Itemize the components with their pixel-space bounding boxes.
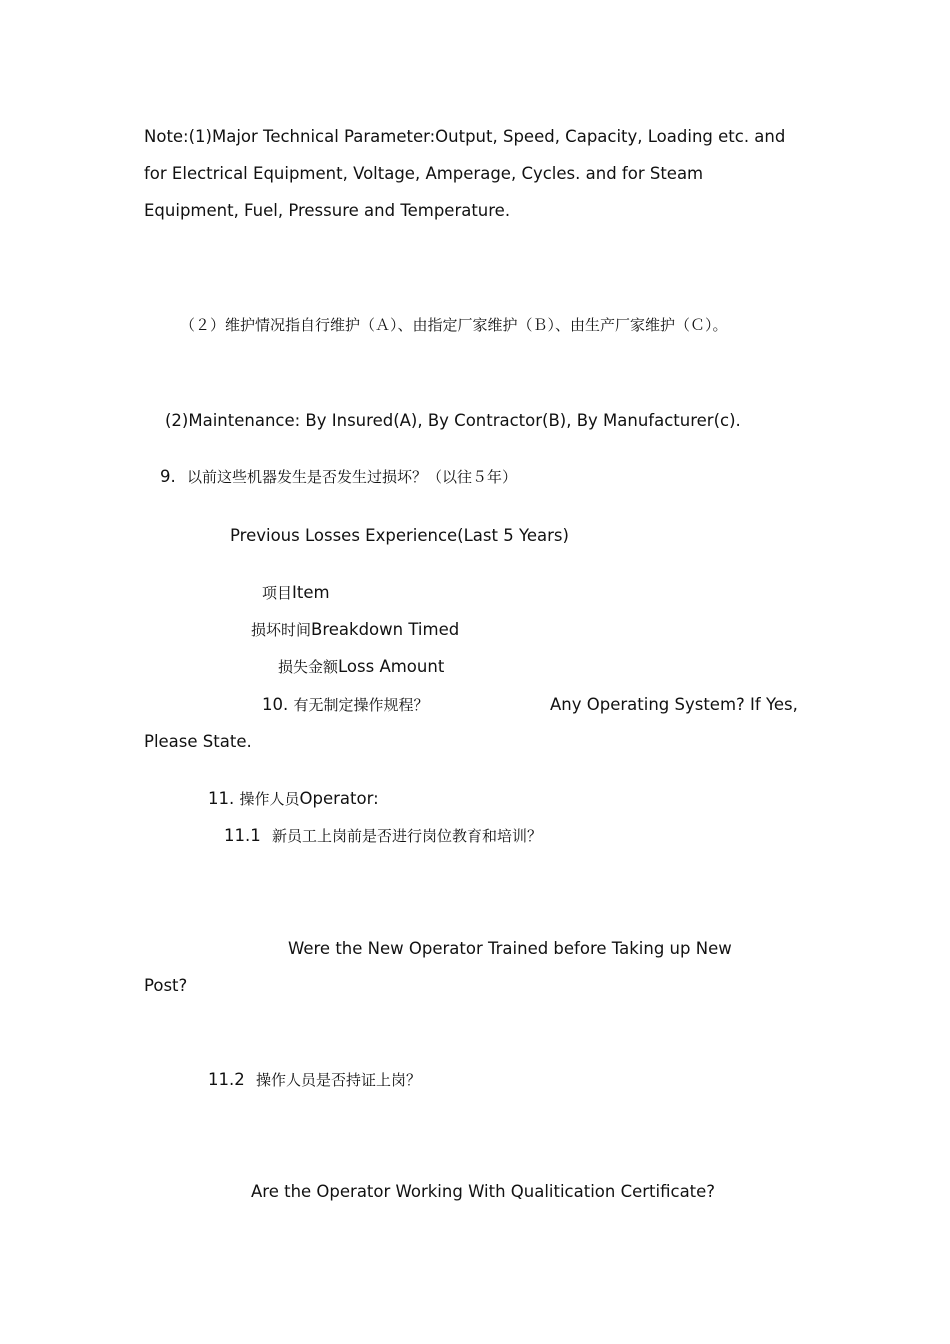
q11-1-heading [224, 826, 542, 846]
q9-item-label [262, 583, 330, 603]
note-line-1: Note:(1)Major Technical Parameter:Output, Speed, Capacity, Loading etc. and [144, 127, 786, 146]
q9-time-en: Breakdown Timed [311, 620, 460, 639]
q11-2-heading [208, 1070, 421, 1090]
q9-number: 9. [160, 467, 176, 486]
q9-time-cn: 损坏时间 [251, 621, 312, 639]
q11-2-number: 11.2 [208, 1070, 245, 1089]
q11-en: Operator: [299, 789, 379, 808]
q10-number: 10. [262, 695, 289, 714]
q9-item-cn: 项目 [262, 584, 293, 602]
q9-item-en: Item [292, 583, 330, 602]
q9-cn: 以前这些机器发生是否发生过损坏？（以往５年） [187, 468, 518, 486]
note-line-3: Equipment, Fuel, Pressure and Temperature. [144, 201, 511, 220]
q9-amount-label [278, 657, 444, 677]
q11-number: 11. [208, 789, 235, 808]
q11-cn: 操作人员 [239, 790, 300, 808]
q10-heading [262, 695, 429, 715]
q11-1-cn: 新员工上岗前是否进行岗位教育和培训？ [272, 827, 543, 845]
q10-en-line-1: Any Operating System? If Yes, [550, 695, 798, 714]
q9-amount-en: Loss Amount [338, 657, 445, 676]
q11-1-en-line-2: Post? [144, 976, 188, 995]
maintenance-cn: （２）维护情况指自行维护（Ａ）、由指定厂家维护（Ｂ）、由生产厂家维护（Ｃ）。 [180, 316, 728, 334]
q9-amount-cn: 损失金额 [278, 658, 339, 676]
q11-2-en: Are the Operator Working With Qualitication Certificate? [251, 1182, 716, 1201]
q9-heading [160, 467, 517, 487]
q11-1-number: 11.1 [224, 826, 261, 845]
q10-cn: 有无制定操作规程？ [293, 696, 429, 714]
q9-time-label [251, 620, 459, 640]
q9-en: Previous Losses Experience(Last 5 Years) [230, 526, 569, 545]
q11-1-en-line-1: Were the New Operator Trained before Taking up New [288, 939, 732, 958]
q11-heading [208, 789, 379, 809]
q10-en-line-2: Please State. [144, 732, 252, 751]
maintenance-en: (2)Maintenance: By Insured(A), By Contractor(B), By Manufacturer(c). [165, 411, 741, 430]
note-line-2: for Electrical Equipment, Voltage, Amperage, Cycles. and for Steam [144, 164, 704, 183]
q11-2-cn: 操作人员是否持证上岗？ [256, 1071, 422, 1089]
